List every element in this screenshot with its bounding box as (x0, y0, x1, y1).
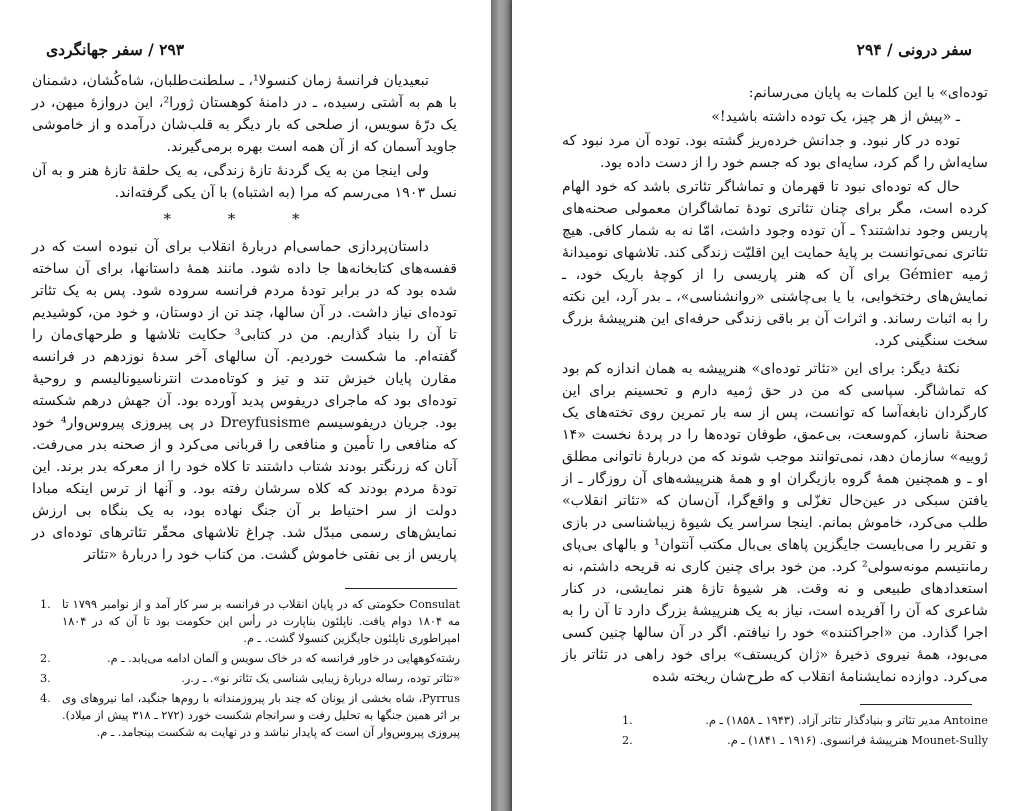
paragraph: توده در کار نبود. و جدانش خرده‌ریز گشته بود. توده آن مرد نبود که سایه‌اش را گم کرد، سایه‌ای بود که جسم خود را از دست داده بود. (562, 133, 988, 171)
footnote (622, 712, 988, 729)
footnote-text: Antoine مدیر تئاتر و بنیادگذار تئاتر آزاد. (۱۹۴۳ ـ ۱۸۵۸) ـ م. (705, 714, 988, 727)
footnote-text: Pyrrus، شاه بخشی از یونان که چند بار پیروزمندانه با روم‌ها جنگید، اما نیروهای وی بر اثر همین جنگها به تحلیل رفت و سرانجام شکست خورد (۲۷۲ ـ ۳۱۸ پیش از میلاد). پیروزی پیروس‌وار آن است که پایدار نباشد و در نهایت به شکست بینجامد. ـ م. (62, 692, 460, 739)
footnotes (40, 596, 460, 744)
section-divider: * * * (163, 210, 326, 228)
footnote-rule (860, 704, 972, 705)
footnote-text: «تئاتر توده، رساله دربارهٔ زیبایی شناسی یک تئاتر نو». ـ ر.ر. (181, 672, 460, 685)
footnote-text: رشته‌کوههایی در خاور فرانسه که در خاک سویس و آلمان ادامه می‌یابد. ـ م. (107, 652, 460, 665)
right-page (512, 0, 1024, 811)
footnote-text: Consulat حکومتی که در پایان انقلاب در فرانسه بر سر کار آمد و از نوامبر ۱۷۹۹ تا مه ۱۸۰۴ دوام یافت. ناپلئون بناپارت در رأس این حکومت بود تا آن که در ۱۸۰۴ امپراطوری ناپلئون جایگزین کنسولا گشت. ـ م. (62, 598, 461, 645)
footnotes (622, 712, 988, 752)
footnote-number: 1. (40, 598, 51, 611)
paragraph: ولی اینجا من به یک گردنهٔ تازهٔ زندگی، به یک حلقهٔ تازهٔ هنر و به آن نسل ۱۹۰۳ می‌رسم که مرا (به اشتباه) با آن یکی گرفته‌اند. (32, 163, 457, 201)
footnote-number: 3. (40, 672, 51, 685)
footnote-number: 1. (622, 714, 633, 727)
body-text (562, 82, 988, 690)
footnote-number: 4. (40, 692, 51, 705)
paragraph: تبعیدیان فرانسهٔ زمان کنسولا¹، ـ سلطنت‌طلبان، شاه‌کُشان، دشمنان با هم به آشتی رسیده، ـ در دامنهٔ کوهستان ژورا²، این دروازهٔ میهن، در یک درّهٔ سویس، از صلحی که بار دیگر به قلب‌شان درآمده و از خاموشی جاوید آسمان که از آن همه است بهره برمی‌گیرند. (32, 73, 457, 155)
quote-line: ـ «پیش از هر چیز، یک توده داشته باشید!» (711, 109, 960, 125)
footnote (40, 596, 460, 647)
footnote-number: 2. (40, 652, 51, 665)
footnote-rule (345, 588, 457, 589)
footnote (40, 670, 460, 687)
footnote-number: 2. (622, 734, 633, 747)
footnote (622, 732, 988, 749)
body-text (32, 70, 457, 568)
paragraph: توده‌ای» با این کلمات به پایان می‌رسانم: (748, 85, 988, 101)
paragraph: داستان‌پردازی حماسی‌ام دربارهٔ انقلاب برای آن نبوده است که در قفسه‌های کتابخانه‌ها جا داده شود. مانند همهٔ داستانها، برای آن ساخته شده بود که در برابر تودهٔ مردم فرانسه سروده شود. پس به یک تئاتر توده‌ای نیاز داشت. در آن سالها، چند تن از دوستان، و خود من، کوشیدیم تا آن را بنیاد گذاریم. من در کتابی³ حکایت تلاشها و طرحهای‌مان را گفته‌ام. ما شکست خوردیم. آن سالهای آخر سدهٔ نوزدهم در فرانسه مقارن پایان خیزش تند و تیز و کوتاه‌مدت انترناسیونالیسم و روحیهٔ توده‌ای بود که ماجرای دریفوس پدید آورده بود. آن جهش درهم شکسته بود. جریان دریفوسیسم Dreyfusisme در پی پیروزی پیروس‌وار⁴ خود که منافعی را تأمین و منافعی را قربانی می‌کرد و از صحنه بدر می‌رفت. آنان که زرنگتر بودند شتاب داشتند تا کلاه خود را از معرکه بدر برند. این تودهٔ مردم بودند که کلاه سرشان رفته بود. و آنها از ترس اینکه مبادا دولت از سر احتیاط بر آن جنگ نهاده بود، به یک بنگاه بی ارزش نمایش‌های رسمی مبدّل شد. چراغ تلاشهای محقّر تئاترهای توده‌ای در پاریس از بی نفتی خاموش گشت. من کتاب خود را دربارهٔ «تئاتر (32, 239, 457, 563)
page-header: ۲۹۳ / سفر جهانگردی (46, 40, 185, 59)
footnote (40, 650, 460, 667)
paragraph: نکتهٔ دیگر: برای این «تئاتر توده‌ای» هنرپیشه به همان اندازه کم بود که تماشاگر. سپاسی که من در حق ژمیه دارم و تحسینم برای این کارگردان نابغه‌آسا که توانست، پس از سه بار تمرین روی تخته‌های یک صحنهٔ ناساز، کم‌وسعت، بی‌عمق، طوفان توده‌ها را در پردهٔ نخست «۱۴ ژوییه» سازمان دهد، نمی‌توانند موجب شوند که من دربارهٔ ناتوانی مطلق او ـ و همچنین همهٔ گروه بازیگران او و همهٔ هنرپیشه‌های آن روزگار ـ از یافتن سبکی در عین‌حال تغزّلی و واقع‌گرا، آن‌سان که «تئاتر انقلاب» طلب می‌کرد، خاموش بمانم. اینجا سراسر یک شیوهٔ زیباشناسی در بازی و تقریر را می‌بایست جایگزین پاهای بی‌بال مکتب آنتوان¹ و بالهای بی‌پای رمانتیسم مونه‌سولی² کرد. من خود برای چنین کاری نه قریحه داشتم، نه استعدادهای طبیعی و نه وقت. هر شیوهٔ تازهٔ هنر نمایشی، در کنار شاعری که آن را آفریده است، نیاز به یک هنرپیشهٔ بزرگ دارد تا آن را به اجرا گذارد. من «اجراکننده» خود را نیافتم. اگر در آن سالها چنین کسی می‌بود، همهٔ نیروی ذخیرهٔ «ژان کریستف» برای خود راهی در تئاتر باز می‌کرد. دوازده نمایشنامهٔ انقلاب که طرح‌شان ریخته شده (562, 361, 988, 685)
book-gutter (491, 0, 512, 811)
paragraph: حال که توده‌ای نبود تا قهرمان و تماشاگر تئاتری باشد که خود الهام کرده است، مگر برای چنان تئاتری تودهٔ تماشاگران معمولی صحنه‌های پاریس وجود نداشتند؟ ـ آن توده وجود داشت، امّا نه به شمار کافی. هیچ تئاتری نمی‌توانست بر پایهٔ حمایت این اقلیّت زندگی کند. تلاشهای نومیدانهٔ ژمیه Gémier برای آن که هنر پاریسی را از کوچهٔ باریک خود، ـ نمایش‌های رختخوابی، با یا بی‌چاشنی «روانشناسی»، ـ بدر آرد، این نکته را به اثبات رساند. و اثرات آن بر باقی زندگی حرفه‌ای این هنرپیشهٔ بزرگ سخت سنگینی کرد. (562, 179, 988, 349)
footnote-text: Mounet-Sully هنرپیشهٔ فرانسوی. (۱۹۱۶ ـ ۱۸۴۱) ـ م. (727, 734, 988, 747)
left-page (0, 0, 491, 811)
page-header: سفر درونی / ۲۹۴ (856, 40, 972, 59)
footnote (40, 690, 460, 741)
